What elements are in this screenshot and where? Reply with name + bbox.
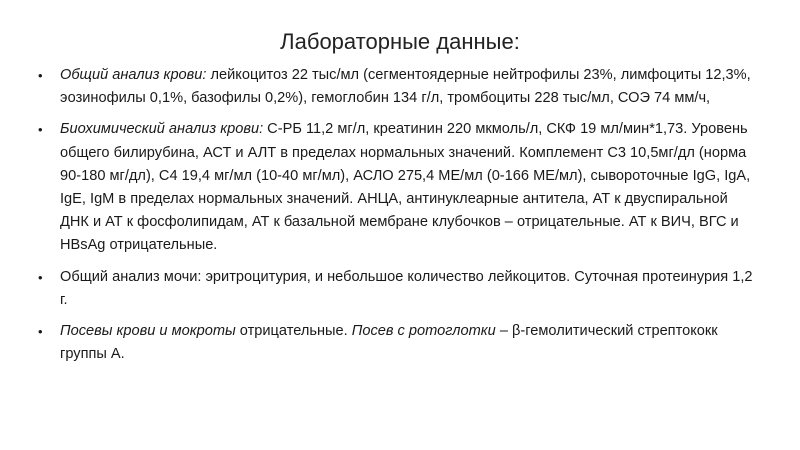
item-heading: Посев с ротоглотки [351, 323, 496, 340]
list-item-urinalysis [38, 266, 754, 312]
bullet-icon: • [38, 122, 43, 138]
item-text: С-РБ 11,2 мг/л, креатинин 220 мкмоль/л, СКФ 19 мл/мин*1,73. Уровень общего билирубина, АСТ и АЛТ в пределах нормальных значений. Комплемент С3 10,5мг/дл (норма 90-180 мг/дл), С4 19,4 мг/мл (10-40 мг/мл), АСЛО 275,4 МЕ/мл (0-166 МЕ/мл), сывороточные IgG, IgA, IgE, IgM в пределах нормальных значений. АНЦА, антинуклеарные антитела, АТ к двуспиральной ДНК и АТ к фосфолипидам, АТ к базальной мембране клубочков – отрицательные. АТ к ВИЧ, ВГС и HBsAg отрицательные. [60, 121, 751, 254]
list-item-blood-count [38, 64, 754, 110]
item-heading: Посевы крови и мокроты [60, 323, 236, 340]
item-text: лейкоцитоз 22 тыс/мл (сегментоядерные нейтрофилы 23%, лимфоциты 12,3%, эозинофилы 0,1%, базофилы 0,2%), гемоглобин 134 г/л, тромбоциты 228 тыс/мл, СОЭ 74 мм/ч, [60, 67, 751, 107]
list-item-biochemistry [38, 118, 754, 257]
item-text: Общий анализ мочи: эритроцитурия, и небольшое количество лейкоцитов. Суточная протеинурия 1,2 г. [60, 268, 753, 308]
item-text: – β-гемолитический стрептококк группы А. [60, 323, 718, 363]
bullet-icon: • [38, 68, 43, 83]
item-heading: Общий анализ крови: [60, 67, 207, 83]
bullet-icon: • [38, 324, 43, 340]
item-heading: Биохимический анализ крови: [60, 121, 264, 138]
lab-results-list [38, 64, 754, 374]
item-text: отрицательные. [235, 323, 352, 340]
slide-title: Лабораторные данные: [280, 29, 520, 54]
list-item-cultures [38, 320, 754, 366]
bullet-icon: • [38, 269, 43, 285]
